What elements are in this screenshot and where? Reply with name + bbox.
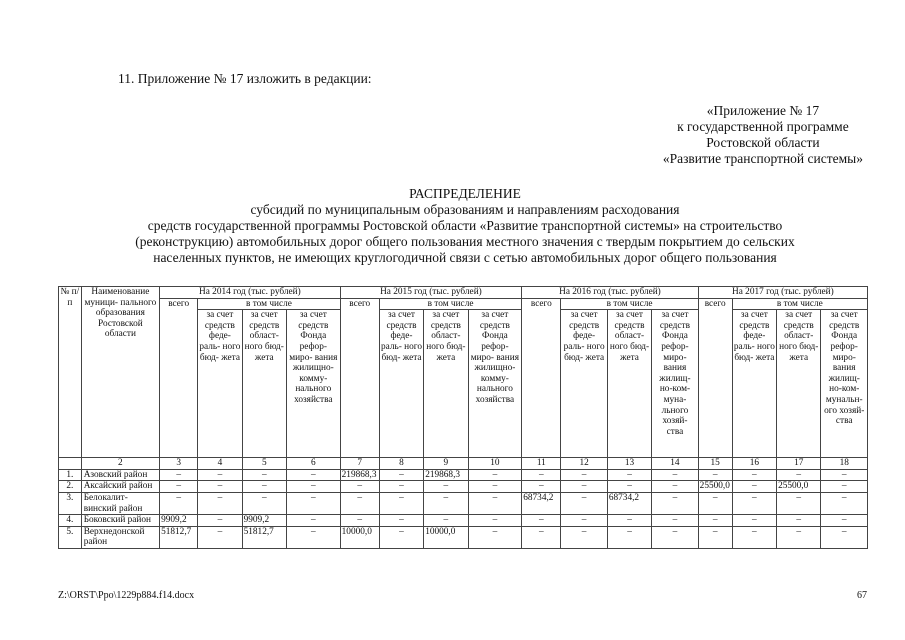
amount-cell: 51812,7 [242, 526, 286, 548]
appendix-line: Ростовской области [706, 135, 820, 150]
amount-cell: – [198, 526, 242, 548]
header-federal: за счет средств феде- раль- ного бюд- жета [561, 310, 607, 458]
amount-cell: – [424, 515, 468, 527]
amount-cell: – [242, 492, 286, 514]
header-federal: за счет средств феде- раль- ного бюд- жета [379, 310, 423, 458]
page-number: 67 [857, 590, 867, 601]
municipality-name: Азовский район [81, 469, 159, 481]
amount-cell: – [340, 492, 379, 514]
amount-cell: – [698, 492, 732, 514]
column-number: 13 [607, 458, 651, 470]
column-number-row [59, 458, 868, 470]
amount-cell: – [286, 469, 340, 481]
amount-cell: – [340, 515, 379, 527]
amount-cell: 68734,2 [522, 492, 561, 514]
table-row [59, 526, 868, 548]
amount-cell: – [198, 515, 242, 527]
amount-cell: – [468, 526, 522, 548]
amount-cell: – [379, 492, 423, 514]
row-number: 5. [59, 526, 82, 548]
amount-cell: – [821, 481, 868, 493]
item-line: 11. Приложение № 17 изложить в редакции: [118, 71, 372, 86]
amount-cell: – [732, 526, 776, 548]
header-fund: за счет средств Фонда рефор- миро- вания жилищ- но-ком- мунальн- ого хозяй- ства [821, 310, 868, 458]
column-number: 8 [379, 458, 423, 470]
column-number: 11 [522, 458, 561, 470]
appendix-line: к государственной программе [677, 119, 849, 134]
header-year-2015: На 2015 год (тыс. рублей) [340, 287, 522, 299]
amount-cell: – [286, 515, 340, 527]
amount-cell: – [379, 526, 423, 548]
header-total: всего [160, 298, 198, 458]
column-number: 7 [340, 458, 379, 470]
amount-cell: – [468, 515, 522, 527]
appendix-line: «Приложение № 17 [706, 103, 820, 118]
table-row [59, 469, 868, 481]
municipality-name: Аксайский район [81, 481, 159, 493]
amount-cell: – [379, 515, 423, 527]
column-number: 15 [698, 458, 732, 470]
amount-cell: – [732, 515, 776, 527]
amount-cell: 9909,2 [160, 515, 198, 527]
amount-cell: – [652, 526, 698, 548]
column-number: 9 [424, 458, 468, 470]
amount-cell: – [652, 469, 698, 481]
header-municipality: Наименование муници- пального образования Ростовской области [81, 287, 159, 458]
document-title: РАСПРЕДЕЛЕНИЕ [409, 186, 521, 201]
column-number: 14 [652, 458, 698, 470]
amount-cell: – [522, 469, 561, 481]
amount-cell: 10000,0 [340, 526, 379, 548]
amount-cell: – [732, 481, 776, 493]
distribution-table [58, 286, 868, 549]
header-fund: за счет средств Фонда рефор- миро- вания жилищ- но-ком- муна- льного хозяй- ства [652, 310, 698, 458]
amount-cell: – [777, 515, 821, 527]
amount-cell: – [561, 515, 607, 527]
subtitle-line: населенных пунктов, не имеющих круглогодичной связи с сетью автомобильных дорог общего пользования [153, 250, 777, 265]
column-number: 3 [160, 458, 198, 470]
amount-cell: – [607, 481, 651, 493]
column-number: 17 [777, 458, 821, 470]
amount-cell: – [198, 469, 242, 481]
amount-cell: – [522, 481, 561, 493]
header-fund: за счет средств Фонда рефор- миро- вания жилищно- комму- нального хозяйства [286, 310, 340, 458]
appendix-line: «Развитие транспортной системы» [662, 151, 863, 166]
amount-cell: – [698, 515, 732, 527]
header-fund: за счет средств Фонда рефор- миро- вания жилищно- комму- нального хозяйства [468, 310, 522, 458]
amount-cell: 51812,7 [160, 526, 198, 548]
header-regional: за счет средств област- ного бюд- жета [607, 310, 651, 458]
amount-cell: 68734,2 [607, 492, 651, 514]
subtitle-line: субсидий по муниципальным образованиям и направлениям расходования [250, 202, 680, 217]
amount-cell: – [652, 492, 698, 514]
amount-cell: 10000,0 [424, 526, 468, 548]
amount-cell: – [379, 469, 423, 481]
header-total: всего [698, 298, 732, 458]
amount-cell: – [698, 469, 732, 481]
amount-cell: – [286, 481, 340, 493]
header-regional: за счет средств област- ного бюд- жета [777, 310, 821, 458]
amount-cell: – [286, 492, 340, 514]
column-number: 5 [242, 458, 286, 470]
header-regional: за счет средств област- ного бюд- жета [424, 310, 468, 458]
amount-cell: – [607, 526, 651, 548]
table-row [59, 515, 868, 527]
amount-cell: 25500,0 [777, 481, 821, 493]
amount-cell: – [821, 469, 868, 481]
amount-cell: 219868,3 [424, 469, 468, 481]
footer-file-path: Z:\ORST\Ppo\1229p884.f14.docx [58, 590, 195, 601]
header-year-2016: На 2016 год (тыс. рублей) [522, 287, 698, 299]
amount-cell: – [468, 469, 522, 481]
header-including: в том числе [198, 298, 340, 310]
amount-cell: – [242, 469, 286, 481]
amount-cell: – [821, 526, 868, 548]
column-number: 12 [561, 458, 607, 470]
amount-cell: – [561, 469, 607, 481]
amount-cell: – [698, 526, 732, 548]
amount-cell: 25500,0 [698, 481, 732, 493]
header-number: № п/п [59, 287, 82, 458]
amount-cell: – [160, 469, 198, 481]
header-federal: за счет средств феде- раль- ного бюд- жета [732, 310, 776, 458]
column-number: 2 [81, 458, 159, 470]
table-row [59, 492, 868, 514]
amount-cell: – [468, 492, 522, 514]
amount-cell: – [561, 481, 607, 493]
header-including: в том числе [561, 298, 698, 310]
amount-cell: – [198, 481, 242, 493]
row-number: 4. [59, 515, 82, 527]
amount-cell: – [821, 515, 868, 527]
amount-cell: – [242, 481, 286, 493]
appendix-heading [663, 103, 863, 167]
amount-cell: – [777, 526, 821, 548]
amount-cell: – [652, 515, 698, 527]
document-title-block [40, 186, 890, 266]
amount-cell: – [561, 526, 607, 548]
subtitle-line: средств государственной программы Ростовской области «Развитие транспортной системы» на строительство [147, 218, 783, 233]
amount-cell: – [424, 492, 468, 514]
amount-cell: – [424, 481, 468, 493]
header-including: в том числе [732, 298, 867, 310]
column-number: 6 [286, 458, 340, 470]
amount-cell: – [777, 492, 821, 514]
amount-cell: – [607, 469, 651, 481]
header-total: всего [522, 298, 561, 458]
row-number: 2. [59, 481, 82, 493]
amount-cell: – [821, 492, 868, 514]
municipality-name: Боковский район [81, 515, 159, 527]
amount-cell: – [468, 481, 522, 493]
amount-cell: – [732, 469, 776, 481]
amount-cell: – [607, 515, 651, 527]
column-number: 4 [198, 458, 242, 470]
amount-cell: – [379, 481, 423, 493]
municipality-name: Белокалит- винский район [81, 492, 159, 514]
header-total: всего [340, 298, 379, 458]
amount-cell: – [340, 481, 379, 493]
amount-cell: – [286, 526, 340, 548]
table-row [59, 481, 868, 493]
amount-cell: – [777, 469, 821, 481]
amount-cell: – [160, 481, 198, 493]
amount-cell: – [652, 481, 698, 493]
header-year-2017: На 2017 год (тыс. рублей) [698, 287, 867, 299]
subtitle-line: (реконструкцию) автомобильных дорог общего пользования местного значения с твердым покрытием до сельских [135, 234, 795, 249]
amount-cell: – [561, 492, 607, 514]
amount-cell: – [522, 526, 561, 548]
amount-cell: – [160, 492, 198, 514]
municipality-name: Верхнедонской район [81, 526, 159, 548]
column-number: 10 [468, 458, 522, 470]
amount-cell: – [198, 492, 242, 514]
column-number: 16 [732, 458, 776, 470]
amount-cell: 219868,3 [340, 469, 379, 481]
header-including: в том числе [379, 298, 521, 310]
column-number [59, 458, 82, 470]
amount-cell: – [522, 515, 561, 527]
header-federal: за счет средств феде- раль- ного бюд- жета [198, 310, 242, 458]
header-regional: за счет средств област- ного бюд- жета [242, 310, 286, 458]
amount-cell: – [732, 492, 776, 514]
amount-cell: 9909,2 [242, 515, 286, 527]
row-number: 1. [59, 469, 82, 481]
header-year-2014: На 2014 год (тыс. рублей) [160, 287, 341, 299]
row-number: 3. [59, 492, 82, 514]
column-number: 18 [821, 458, 868, 470]
